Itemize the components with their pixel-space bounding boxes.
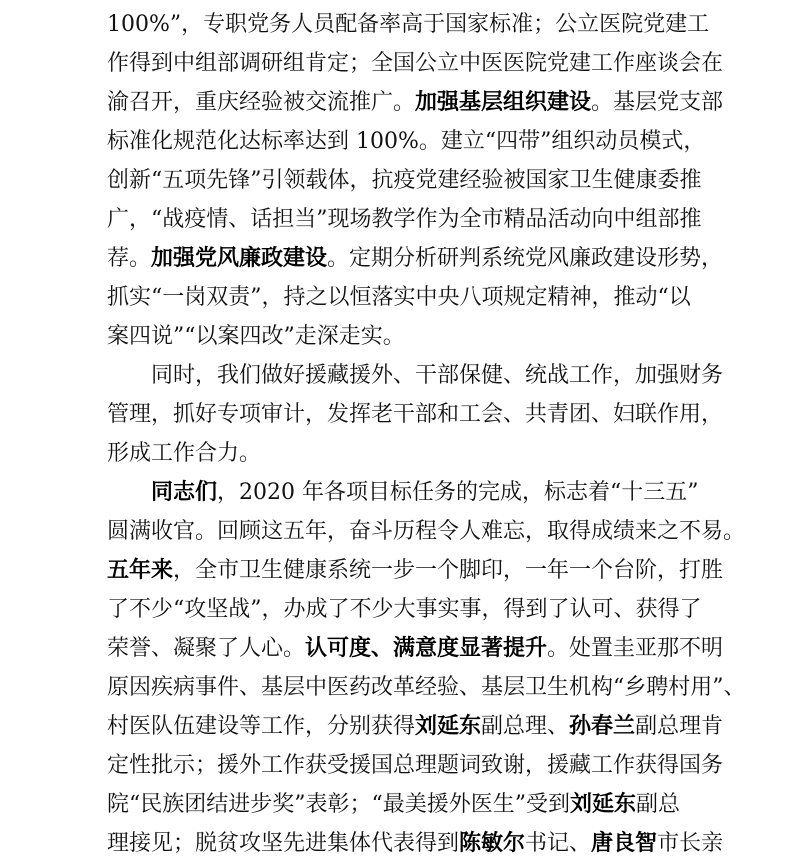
text-line — [107, 590, 702, 629]
bold-text-run: 同志们 — [151, 480, 218, 505]
text-run: 抓实“一岗双责”，持之以恒落实中央八项规定精神，推动“以 — [107, 285, 691, 310]
text-line — [107, 278, 699, 317]
text-run: 管理，抓好专项审计，发挥老干部和工会、共青团、妇联作用， — [107, 402, 724, 427]
text-run: 院“民族团结进步奖”表彰；“最美援外医生”受到 — [107, 792, 570, 817]
text-run: ，2020 年各项目标任务的完成，标志着“十三五” — [217, 480, 699, 505]
bold-text-run: 刘延东 — [415, 714, 482, 739]
text-line — [107, 317, 699, 356]
text-line — [107, 824, 724, 863]
text-run: 了不少“攻坚战”，办成了不少大事实事，得到了认可、获得了 — [107, 597, 702, 622]
text-run: 定性批示；援外工作获受援国总理题词致谢，援藏工作获得国务 — [107, 753, 724, 778]
text-run: ，全市卫生健康系统一步一个脚印，一年一个台阶，打胜 — [173, 558, 724, 583]
text-run: 作得到中组部调研组肯定；全国公立中医医院党建工作座谈会在 — [107, 51, 724, 76]
text-line — [107, 707, 724, 746]
bold-text-run: 唐良智 — [591, 831, 658, 856]
bold-text-run: 刘延东 — [570, 792, 637, 817]
text-run: 副总理肯 — [635, 714, 724, 739]
text-line — [107, 668, 746, 707]
text-run: 圆满收官。回顾这五年，奋斗历程令人难忘，取得成绩来之不易。 — [107, 519, 746, 544]
text-run: 书记、 — [525, 831, 592, 856]
text-line — [107, 161, 702, 200]
text-line — [107, 434, 699, 473]
text-run: 标准化规范化达标率达到 100%。建立“四带”组织动员模式， — [107, 129, 706, 154]
bold-text-run: 陈敏尔 — [459, 831, 526, 856]
text-line — [107, 629, 724, 668]
text-line — [107, 5, 710, 44]
text-run: 同时，我们做好援藏援外、干部保健、统战工作，加强财务 — [151, 363, 724, 388]
text-run: 理接见；脱贫攻坚先进集体代表得到 — [107, 831, 460, 856]
bold-text-run: 认可度、满意度显著提升 — [305, 636, 548, 661]
text-line — [107, 785, 699, 824]
text-run: 。处置圭亚那不明 — [547, 636, 724, 661]
text-run: 荣誉、凝聚了人心。 — [107, 636, 306, 661]
text-line — [107, 200, 702, 239]
text-line — [107, 83, 724, 122]
text-run: 副总理、 — [481, 714, 570, 739]
bold-text-run: 加强基层组织建设 — [415, 90, 592, 115]
text-line — [107, 551, 724, 590]
text-run: 形成工作合力。 — [107, 441, 262, 466]
text-line — [107, 239, 724, 278]
bold-text-run: 五年来 — [107, 558, 174, 583]
bold-text-run: 加强党风廉政建设 — [151, 246, 328, 271]
text-run: 市长亲 — [657, 831, 724, 856]
text-line — [107, 356, 724, 395]
text-run: 100%”，专职党务人员配备率高于国家标准；公立医院党建工 — [107, 12, 710, 37]
text-line — [107, 512, 746, 551]
text-line — [107, 473, 699, 512]
text-line — [107, 395, 724, 434]
body-text — [107, 5, 746, 863]
text-run: 渝召开，重庆经验被交流推广。 — [107, 90, 416, 115]
text-run: 创新“五项先锋”引领载体，抗疫党建经验被国家卫生健康委推 — [107, 168, 702, 193]
text-run: 。定期分析研判系统党风廉政建设形势， — [327, 246, 724, 271]
text-run: 案四说”“以案四改”走深走实。 — [107, 324, 405, 349]
text-run: 。基层党支部 — [591, 90, 724, 115]
bold-text-run: 孙春兰 — [569, 714, 636, 739]
text-run: 副总 — [636, 792, 681, 817]
text-line — [107, 746, 724, 785]
text-line — [107, 44, 724, 83]
text-run: 荐。 — [107, 246, 152, 271]
text-run: 广，“战疫情、话担当”现场教学作为全市精品活动向中组部推 — [107, 207, 702, 232]
text-line — [107, 122, 706, 161]
text-run: 原因疾病事件、基层中医药改革经验、基层卫生机构“乡聘村用”、 — [107, 675, 746, 700]
text-run: 村医队伍建设等工作，分别获得 — [107, 714, 416, 739]
